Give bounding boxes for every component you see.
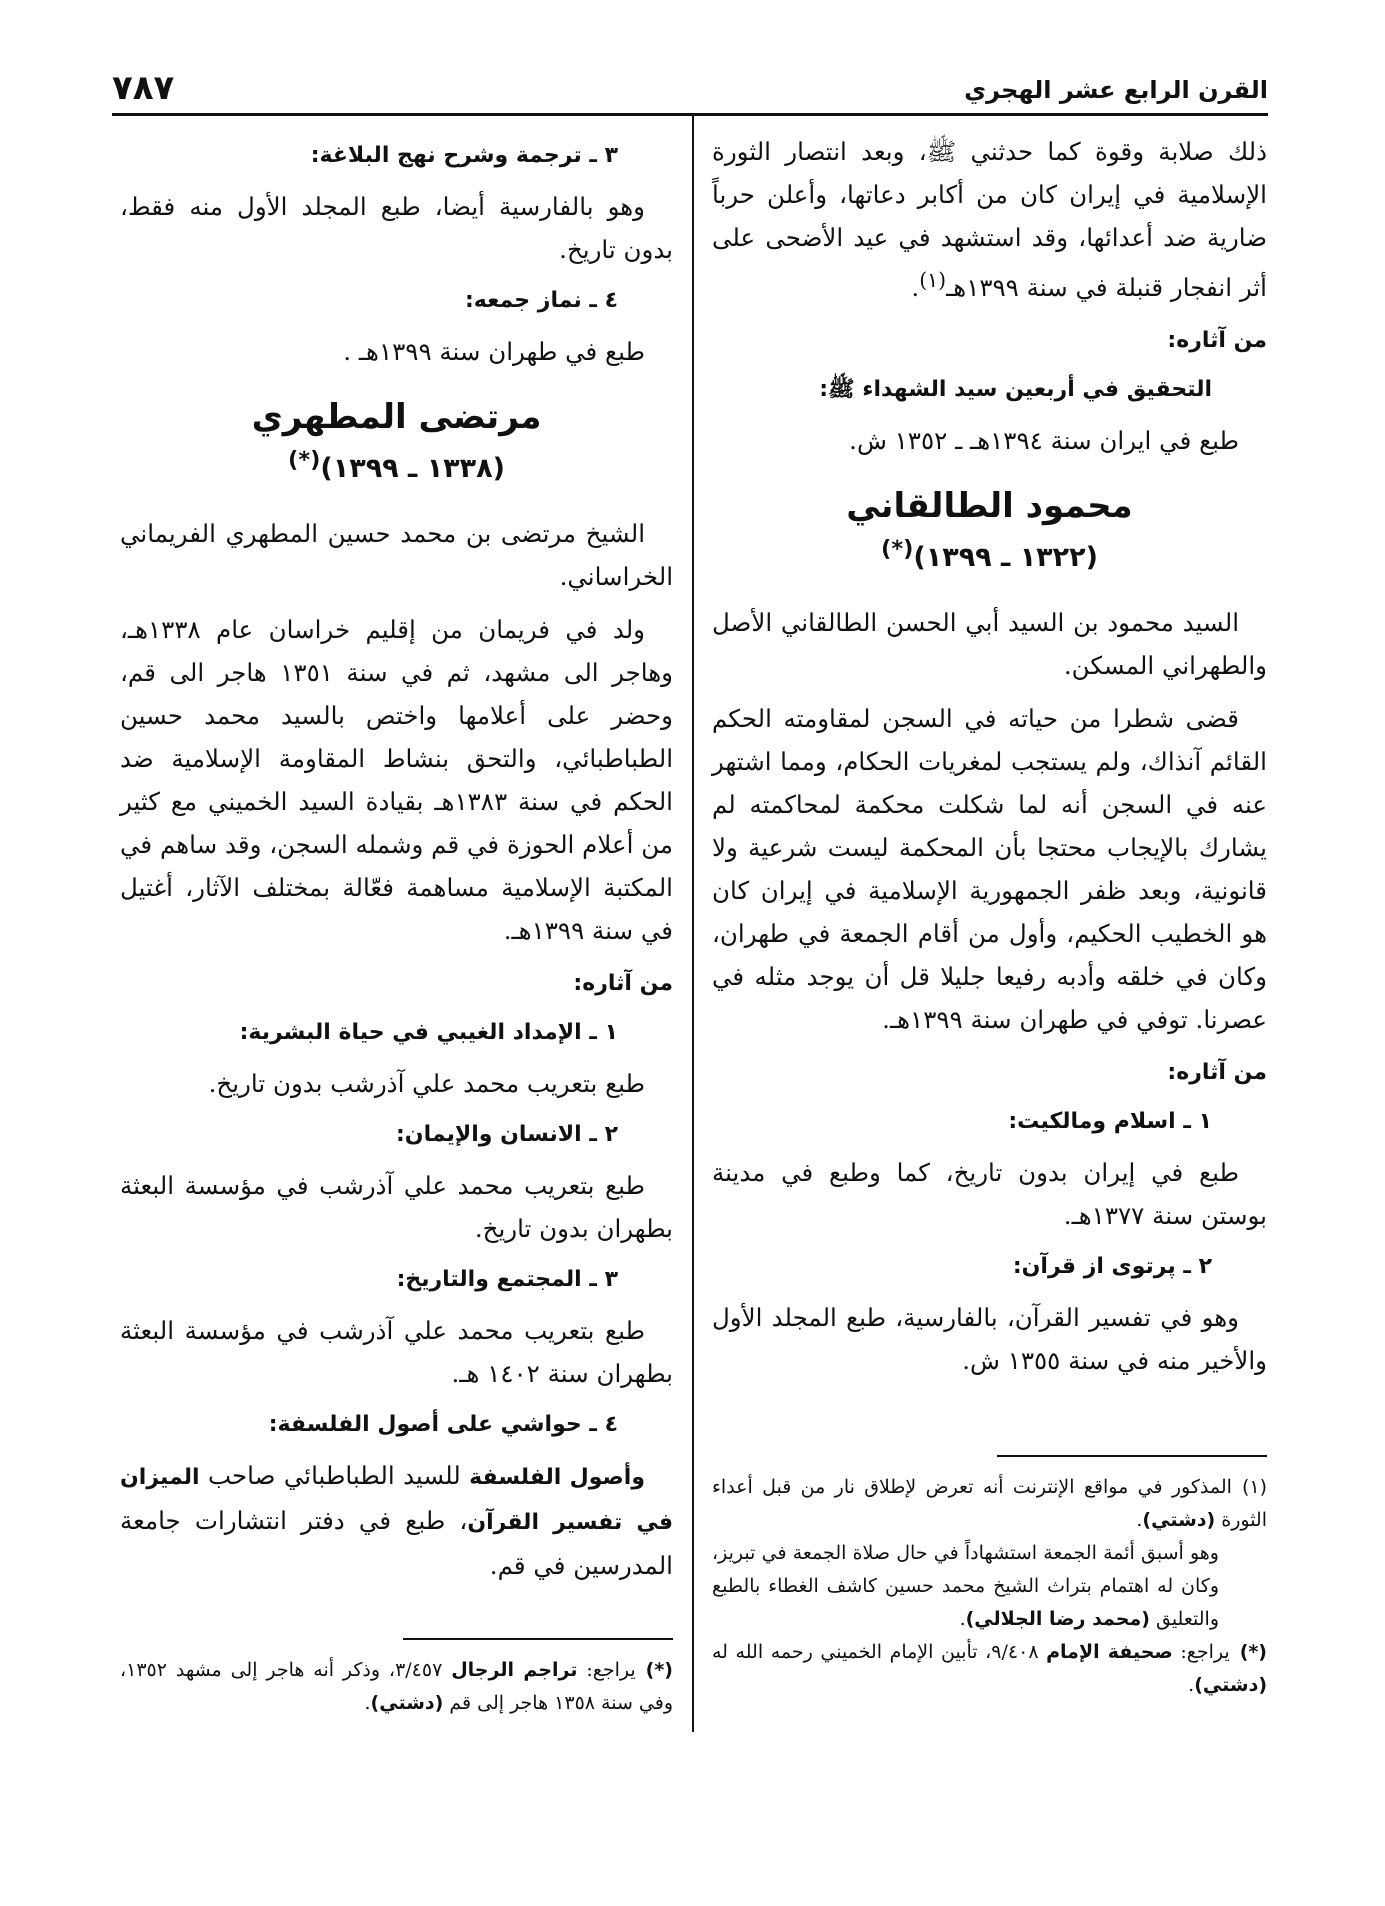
work-body: طبع في ايران سنة ١٣٩٤هـ ـ ١٣٥٢ ش. bbox=[849, 426, 1239, 456]
work-title: ٣ ـ ترجمة وشرح نهج البلاغة: bbox=[310, 143, 618, 168]
footnote-text: ٩/٤٠٨، تأبين الإمام الخميني رحمه الله له bbox=[712, 1641, 1047, 1663]
footnote bbox=[120, 1654, 673, 1720]
biography-dates bbox=[712, 528, 1267, 579]
biography-paragraph: السيد محمود بن السيد أبي الحسن الطالقاني الأصل والطهراني المسكن. bbox=[712, 608, 1267, 681]
work-title: ١ ـ اسلام ومالكيت: bbox=[1008, 1109, 1212, 1135]
footnote bbox=[712, 1636, 1267, 1702]
right-column bbox=[712, 130, 1267, 1390]
work-title: ٢ ـ الانسان والإيمان: bbox=[396, 1122, 618, 1147]
work-body: طبع في إيران بدون تاريخ، كما وطبع في مدينة بوستن سنة ١٣٧٧هـ. bbox=[712, 1158, 1267, 1231]
footnotes-left bbox=[120, 1638, 673, 1720]
work-title: ٢ ـ پرتوى از قرآن: bbox=[1012, 1254, 1212, 1280]
dates-text: (١٣٣٨ ـ ١٣٩٩) bbox=[320, 453, 505, 484]
footnote-source: (دشتي) bbox=[1142, 1509, 1216, 1531]
work-body: طبع بتعريب محمد علي آذرشب في مؤسسة البعثة بطهران بدون تاريخ. bbox=[120, 1171, 673, 1243]
footnote-rule bbox=[997, 1455, 1267, 1457]
page-number: ٧٨٧ bbox=[112, 68, 175, 108]
work-title: ١ ـ الإمداد الغيبي في حياة البشرية: bbox=[239, 1020, 618, 1045]
works-heading: من آثاره: bbox=[1167, 1060, 1267, 1086]
footnote-source: (دشتي) bbox=[1194, 1674, 1267, 1696]
footnote-text: ٣/٤٥٧، وذكر أنه هاجر إلى مشهد ١٣٥٢، وفي سنة ١٣٥٨ هاجر إلى قم bbox=[120, 1659, 673, 1714]
biography-paragraph: قضى شطرا من حياته في السجن لمقاومته الحكم القائم آنذاك، ولم يستجب لمغريات الحكام، ومما اشتهر عنه في السجن أنه لما شكلت محكمة لمحاكمته لم يشارك بالإيجاب محتجا بأن المحكمة ليست شرعية ولا قانونية، وبعد ظفر الجمهورية الإسلامية في إيران كان هو الخطيب الحكيم، وأول من أقام الجمعة في طهران، وكان في خلقه وأدبه رفيعا جليلا قل أن يوجد مثله في عصرنا. توفي في طهران سنة ١٣٩٩هـ. bbox=[712, 704, 1267, 1035]
footnote bbox=[712, 1471, 1267, 1537]
footnote-text: المذكور في مواقع الإنترنت أنه تعرض لإطلاق نار من قبل أعداء الثورة bbox=[712, 1476, 1267, 1531]
footnote-mark: (*) bbox=[645, 1659, 673, 1681]
biography-paragraph: الشيخ مرتضى بن محمد حسين المطهري الفريماني الخراساني. bbox=[120, 519, 673, 591]
work-title: ٤ ـ حواشي على أصول الفلسفة: bbox=[268, 1412, 618, 1437]
work-body: طبع في طهران سنة ١٣٩٩هـ . bbox=[343, 337, 645, 366]
works-heading: من آثاره: bbox=[573, 971, 673, 996]
biography-name: محمود الطالقاني bbox=[846, 486, 1133, 527]
footnote-ref: (*) bbox=[881, 536, 914, 563]
biography-paragraph: ولد في فريمان من إقليم خراسان عام ١٣٣٨هـ، وهاجر الى مشهد، ثم في سنة ١٣٥١ هاجر الى قم، وحضر على أعلامها واختص بالسيد محمد حسين الطباطبائي، والتحق بنشاط المقاومة الإسلامية ضد الحكم في سنة ١٣٨٣هـ بقيادة السيد الخميني مع كثير من أعلام الحوزة في قم وشمله السجن، وقد ساهم في المكتبة الإسلامية مساهمة فعّالة بمختلف الآثار، أغتيل في سنة ١٣٩٩هـ. bbox=[120, 615, 674, 945]
biography-dates bbox=[120, 439, 673, 490]
footnote-ref: (*) bbox=[288, 447, 321, 473]
footnote-source: (دشتي) bbox=[370, 1692, 444, 1714]
work-body: وهو في تفسير القرآن، بالفارسية، طبع المجلد الأول والأخير منه في سنة ١٣٥٥ ش. bbox=[712, 1303, 1267, 1376]
column-divider bbox=[692, 116, 694, 1732]
footnote-source: (محمد رضا الجلالي) bbox=[965, 1608, 1150, 1630]
left-column bbox=[120, 130, 673, 1595]
work-body: طبع بتعريب محمد علي آذرشب في مؤسسة البعثة بطهران سنة ١٤٠٢ هـ. bbox=[120, 1316, 673, 1388]
work-title: ٣ ـ المجتمع والتاريخ: bbox=[396, 1267, 618, 1292]
footnote-end: . bbox=[1136, 1509, 1143, 1531]
footnote-end: . bbox=[1188, 1674, 1195, 1696]
dates-text: (١٣٢٢ ـ ١٣٩٩) bbox=[913, 542, 1098, 574]
work-title: التحقيق في أربعين سيد الشهداء ﷺ: bbox=[819, 377, 1212, 403]
footnote-end: . bbox=[364, 1692, 371, 1714]
footnote-continuation bbox=[712, 1537, 1219, 1636]
footnote-ref: (١) bbox=[919, 268, 947, 292]
book-title: الميزان في تفسير القرآن bbox=[120, 1465, 673, 1535]
header-title: القرن الرابع عشر الهجري bbox=[964, 76, 1268, 104]
body-text: للسيد الطباطبائي صاحب bbox=[199, 1461, 470, 1490]
work-title: ٤ ـ نماز جمعه: bbox=[464, 288, 618, 313]
book-title: تراجم الرجال bbox=[451, 1659, 578, 1681]
footnote-end: . bbox=[959, 1608, 966, 1630]
paragraph-end: . bbox=[911, 273, 920, 303]
book-title: صحيفة الإمام bbox=[1046, 1641, 1173, 1663]
work-body: طبع بتعريب محمد علي آذرشب بدون تاريخ. bbox=[208, 1069, 645, 1098]
header-rule bbox=[112, 113, 1268, 116]
footnote-rule bbox=[403, 1638, 673, 1640]
works-heading: من آثاره: bbox=[1167, 328, 1267, 354]
body-text: ، طبع في دفتر انتشارات جامعة المدرسين في قم. bbox=[120, 1506, 673, 1580]
biography-name: مرتضى المطهري bbox=[251, 397, 542, 437]
paragraph-intro bbox=[712, 130, 1267, 309]
book-title: وأصول الفلسفة bbox=[469, 1465, 645, 1490]
running-header bbox=[112, 62, 1268, 120]
footnotes-right bbox=[712, 1455, 1267, 1702]
paragraph-text: ذلك صلابة وقوة كما حدثني ﷺ، وبعد انتصار الثورة الإسلامية في إيران كان من أكابر دعاتها، وأعلن حرباً ضارية ضد أعدائها، وقد استشهد في عيد الأضحى على أثر انفجار قنبلة في سنة ١٣٩٩هـ bbox=[712, 137, 1267, 303]
footnote-mark: (*) bbox=[1239, 1641, 1267, 1663]
footnote-text: يراجع: bbox=[1172, 1641, 1230, 1663]
work-body: وهو بالفارسية أيضا، طبع المجلد الأول منه فقط، بدون تاريخ. bbox=[120, 192, 673, 264]
footnote-mark: (١) bbox=[1241, 1476, 1267, 1498]
footnote-text: وهو أسبق أئمة الجمعة استشهاداً في حال صلاة الجمعة في تبريز، وكان له اهتمام بتراث الشيخ محمد حسين كاشف الغطاء بالطبع والتعليق bbox=[712, 1542, 1219, 1630]
footnote-text: يراجع: bbox=[577, 1659, 636, 1681]
work-body bbox=[120, 1454, 673, 1587]
